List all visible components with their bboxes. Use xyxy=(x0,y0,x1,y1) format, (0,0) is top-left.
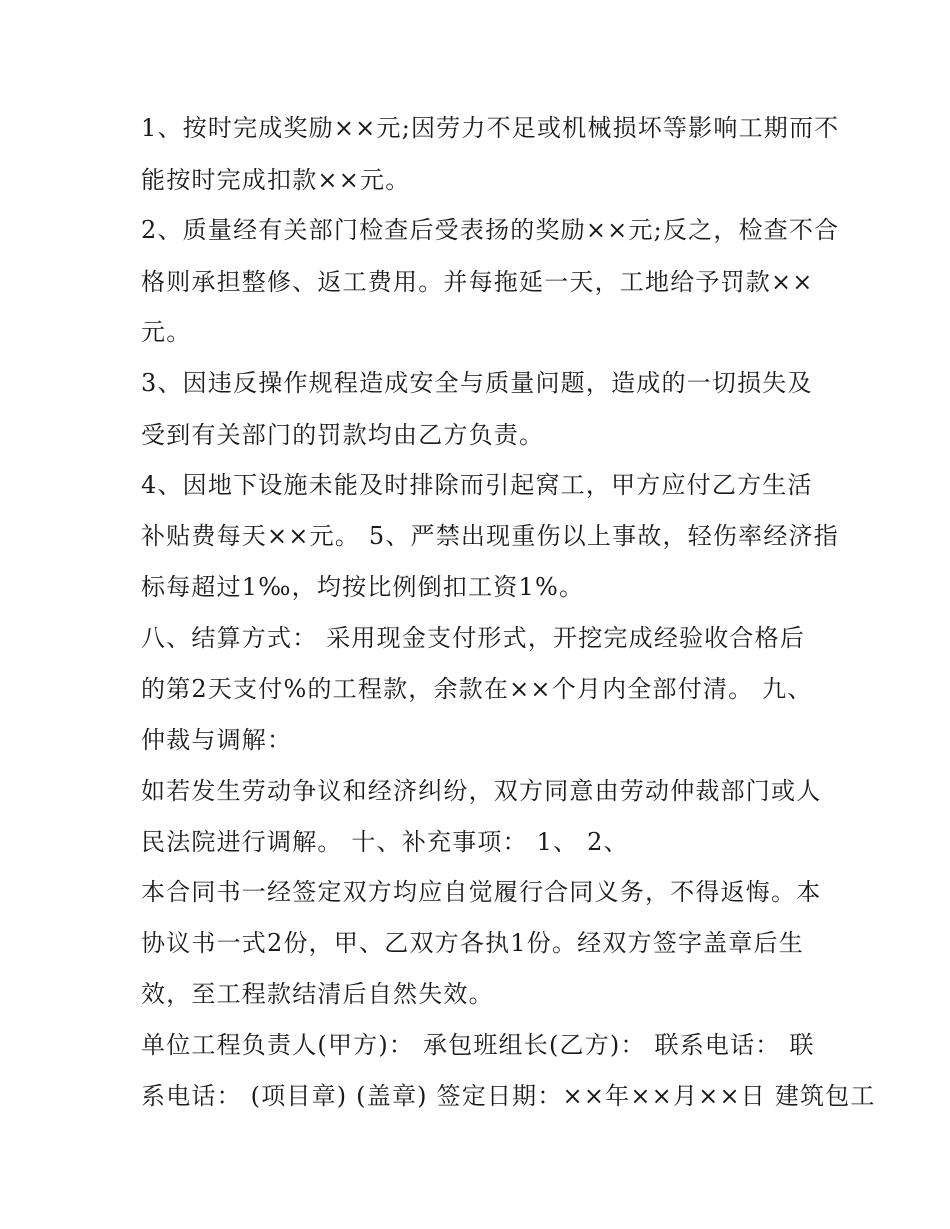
text-line: 受到有关部门的罚款均由乙方负责。 xyxy=(141,421,545,449)
text-line: 元。 xyxy=(141,318,192,346)
text-line: 本合同书一经签定双方均应自觉履行合同义务，不得返悔。本 xyxy=(141,878,822,906)
text-line: 民法院进行调解。 十、补充事项： 1、 2、 xyxy=(141,828,629,856)
text-line: 2、质量经有关部门检查后受表扬的奖励××元;反之，检查不合 xyxy=(141,216,840,244)
text-line: 八、结算方式： 采用现金支付形式，开挖完成经验收合格后 xyxy=(141,624,806,652)
text-line: 仲裁与调解： xyxy=(141,726,293,754)
text-line: 的第2天支付%的工程款，余款在××个月内全部付清。 九、 xyxy=(141,675,813,703)
text-line: 效，至工程款结清后自然失效。 xyxy=(141,980,494,1008)
text-line: 系电话： (项目章) (盖章) 签定日期：××年××月××日 建筑包工 xyxy=(141,1082,876,1110)
text-line: 如若发生劳动争议和经济纠纷，双方同意由劳动仲裁部门或人 xyxy=(141,777,822,805)
text-line: 能按时完成扣款××元。 xyxy=(141,166,411,194)
text-line: 4、因地下设施未能及时排除而引起窝工，甲方应付乙方生活 xyxy=(141,471,813,499)
text-line: 格则承担整修、返工费用。并每拖延一天，工地给予罚款×× xyxy=(141,268,814,296)
text-line: 单位工程负责人(甲方)： 承包班组长(乙方)： 联系电话： 联 xyxy=(141,1031,815,1059)
text-line: 1、按时完成奖励××元;因劳力不足或机械损坏等影响工期而不 xyxy=(141,114,840,142)
text-line: 协议书一式2份，甲、乙双方各执1份。经双方签字盖章后生 xyxy=(141,929,804,957)
text-line: 标每超过1‰，均按比例倒扣工资1%。 xyxy=(141,573,585,601)
text-line: 3、因违反操作规程造成安全与质量问题，造成的一切损失及 xyxy=(141,369,813,397)
text-line: 补贴费每天××元。 5、严禁出现重伤以上事故，轻伤率经济指 xyxy=(141,522,839,550)
